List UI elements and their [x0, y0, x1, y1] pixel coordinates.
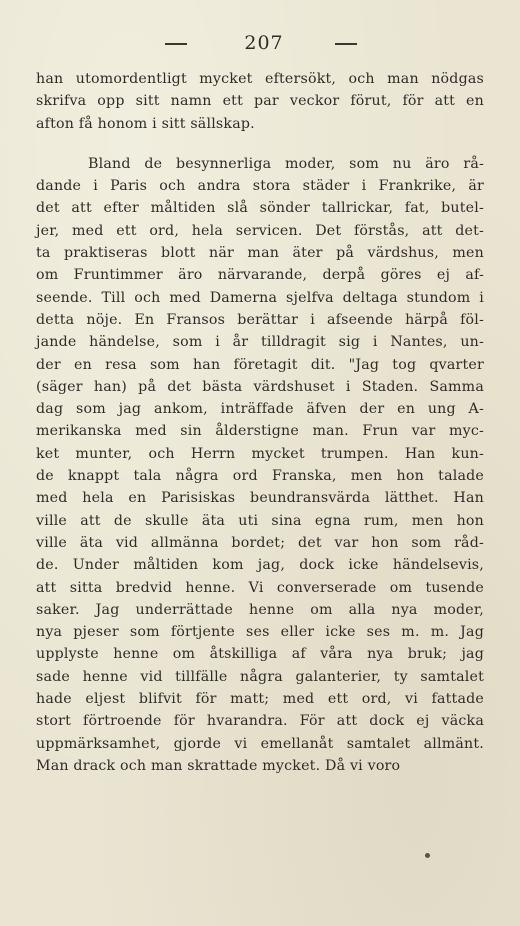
text-line: stort förtroende för hvarandra. För att dock ej väcka	[36, 713, 484, 730]
text-line: om Fruntimmer äro närvarande, derpå göres ej af-	[36, 267, 484, 284]
text-line: jande händelse, som i år tilldragit sig i Nantes, un-	[36, 334, 484, 351]
body-text	[36, 68, 484, 777]
text-line: upplyste henne om åtskilliga af våra nya bruk; jag	[36, 646, 484, 663]
text-line: ket munter, och Herrn mycket trumpen. Han kun-	[36, 445, 484, 462]
text-line: skrifva opp sitt namn ett par veckor förut, för att en	[36, 93, 484, 110]
text-line: detta nöje. En Fransos berättar i afseende härpå föl-	[36, 311, 484, 328]
text-line: nya pjeser som förtjente ses eller icke ses m. m. Jag	[36, 624, 484, 641]
paragraph-gap	[36, 135, 484, 153]
text-line: afton få honom i sitt sällskap.	[36, 115, 255, 132]
text-line: ville äta vid allmänna bordet; det var hon som råd-	[36, 534, 484, 551]
text-line: med hela en Parisiskas beundransvärda lätthet. Han	[36, 490, 484, 507]
page-number: 207	[244, 32, 284, 54]
text-line: att sitta bredvid henne. Vi converserade om tusende	[36, 579, 484, 596]
text-line: uppmärksamhet, gjorde vi emellanåt samtalet allmänt.	[36, 735, 484, 752]
text-line: ville att de skulle äta uti sina egna rum, men hon	[36, 512, 484, 529]
text-line: han utomordentligt mycket eftersökt, och man nödgas	[36, 71, 484, 87]
text-line: det att efter måltiden slå sönder tallrickar, fat, butel-	[36, 200, 484, 217]
page-header	[0, 30, 520, 56]
text-line: hade eljest blifvit för matt; med ett ord, vi fattade	[36, 691, 484, 708]
text-line: sade henne vid tillfälle några galanterier, ty samtalet	[36, 668, 484, 685]
text-line: ta praktiseras blott när man äter på värdshus, men	[36, 245, 484, 262]
text-line: dande i Paris och andra stora städer i Frankrike, är	[36, 178, 484, 195]
text-line: Man drack och man skrattade mycket. Då vi voro	[36, 757, 401, 774]
text-line: saker. Jag underrättade henne om alla nya moder,	[36, 601, 484, 618]
text-line: de knappt tala några ord Franska, men hon talade	[36, 468, 484, 485]
header-dash-right	[335, 43, 357, 45]
text-line: seende. Till och med Damerna sjelfva deltaga stundom i	[36, 289, 484, 306]
text-line: de. Under måltiden kom jag, dock icke händelsevis,	[36, 557, 484, 574]
text-line: der en resa som han företagit dit. "Jag tog qvarter	[36, 356, 484, 373]
ink-speck	[425, 853, 430, 858]
text-line: merikanska med sin ålderstigne man. Frun var myc-	[36, 423, 484, 440]
text-line: dag som jag ankom, inträffade äfven der en ung A-	[36, 401, 484, 418]
text-line: (säger han) på det bästa värdshuset i Staden. Samma	[36, 378, 484, 395]
text-line: Bland de besynnerliga moder, som nu äro rå-	[88, 155, 484, 172]
header-dash-left	[165, 43, 187, 45]
text-line: jer, med ett ord, hela servicen. Det förstås, att det-	[36, 222, 484, 239]
